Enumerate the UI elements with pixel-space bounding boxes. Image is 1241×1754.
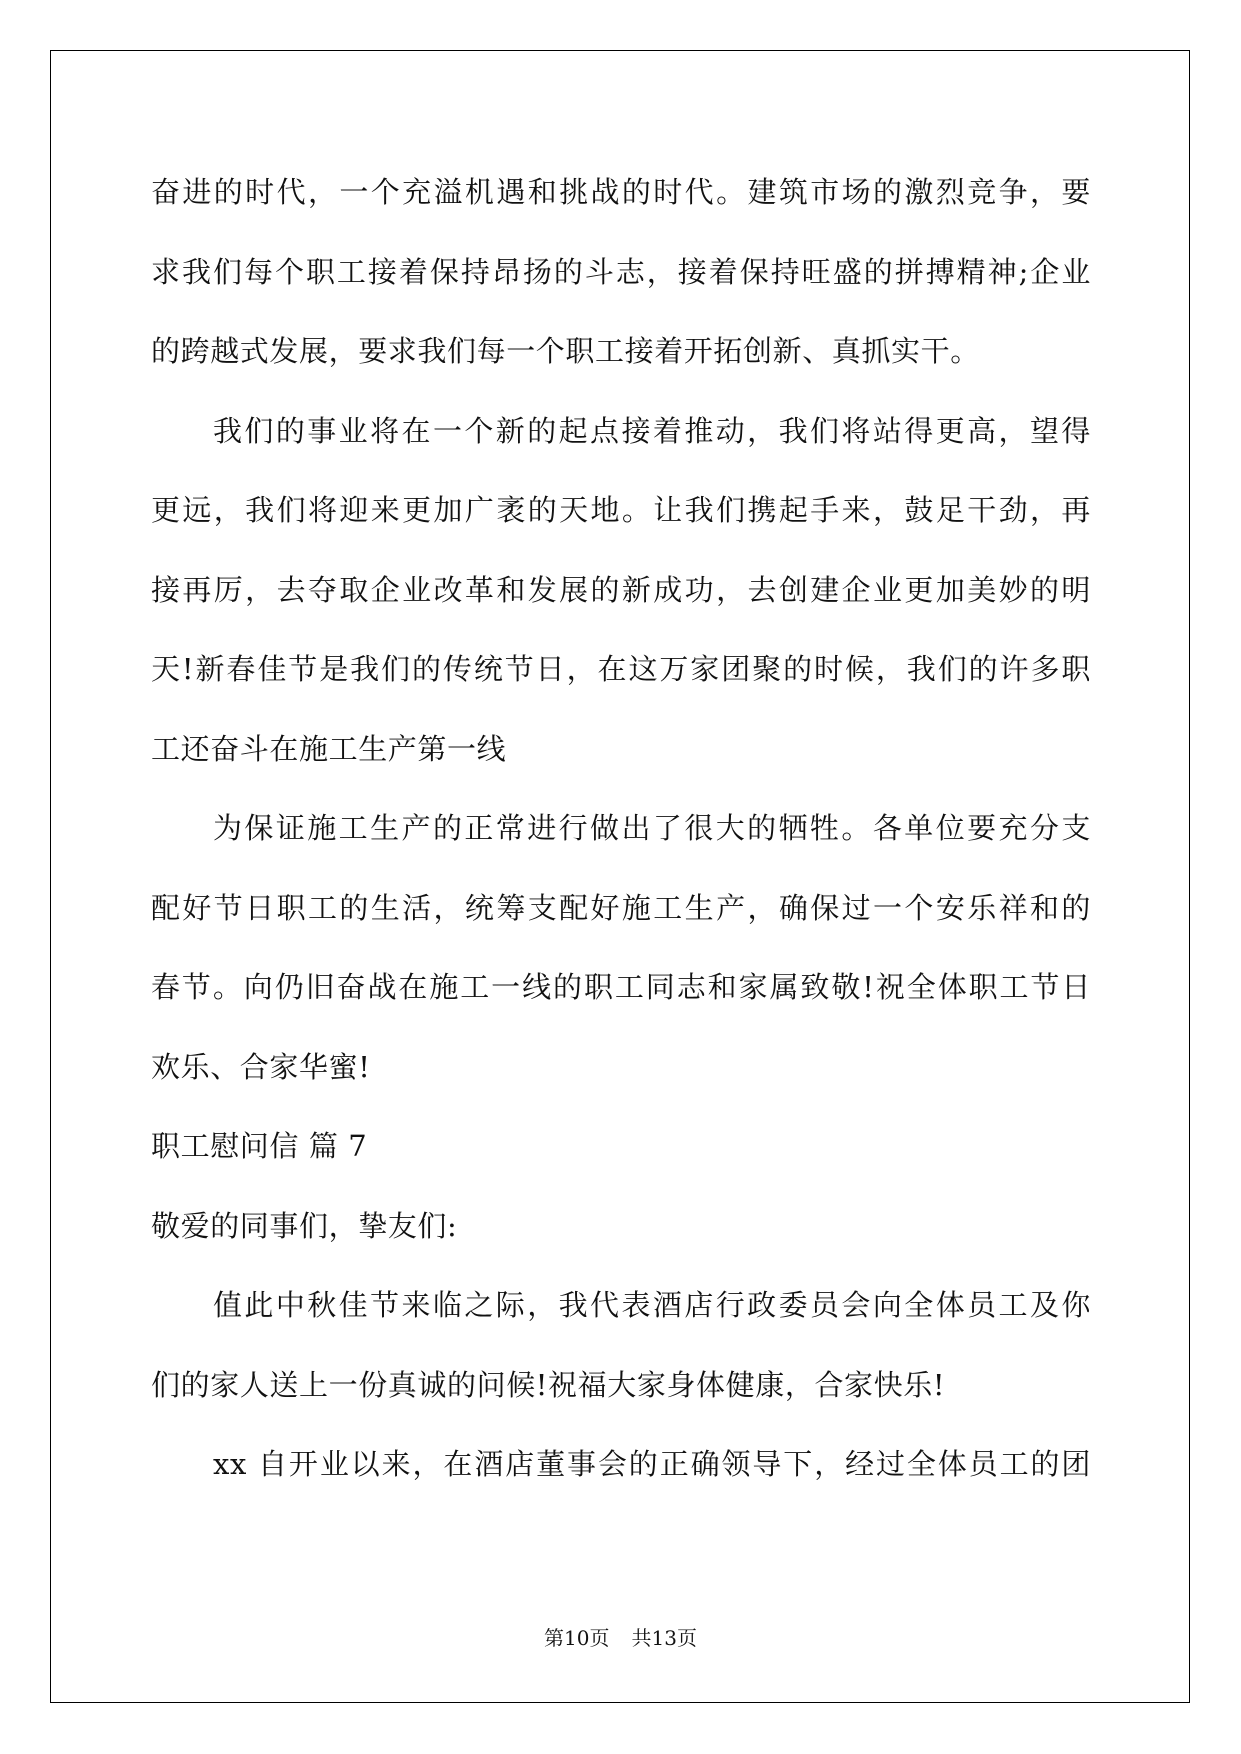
text-line: 天!新春佳节是我们的传统节日，在这万家团聚的时候，我们的许多职 (151, 652, 1091, 686)
text-line: 求我们每个职工接着保持昂扬的斗志，接着保持旺盛的拼搏精神;企业 (151, 254, 1091, 289)
text-line: 们的家人送上一份真诚的问候!祝福大家身体健康，合家快乐! (151, 1367, 946, 1402)
text-line: 配好节日职工的生活，统筹支配好施工生产，确保过一个安乐祥和的 (151, 890, 1091, 925)
text-line: 工还奋斗在施工生产第一线 (151, 731, 507, 766)
text-line: 我们的事业将在一个新的起点接着推动，我们将站得更高，望得 (213, 413, 1091, 448)
text-line: 职工慰问信 篇 7 (151, 1129, 368, 1163)
text-line: 春节。向仍旧奋战在施工一线的职工同志和家属致敬!祝全体职工节日 (151, 970, 1091, 1004)
text-line: 敬爱的同事们，挚友们: (151, 1208, 458, 1243)
page-number-total: 共13页 (631, 1626, 697, 1650)
text-line: 值此中秋佳节来临之际，我代表酒店行政委员会向全体员工及你 (213, 1288, 1091, 1322)
text-line: 接再厉，去夺取企业改革和发展的新成功，去创建企业更加美妙的明 (151, 572, 1091, 607)
text-line: xx 自开业以来，在酒店董事会的正确领导下，经过全体员工的团 (213, 1447, 1091, 1481)
text-line: 的跨越式发展，要求我们每一个职工接着开拓创新、真抓实干。 (151, 334, 980, 368)
text-line: 奋进的时代，一个充溢机遇和挑战的时代。建筑市场的激烈竞争，要 (151, 175, 1091, 209)
text-line: 欢乐、合家华蜜! (151, 1049, 371, 1084)
text-line: 为保证施工生产的正常进行做出了很大的牺牲。各单位要充分支 (213, 811, 1091, 845)
document-body (151, 165, 1091, 1517)
text-line: 更远，我们将迎来更加广袤的天地。让我们携起手来，鼓足干劲，再 (151, 493, 1091, 527)
page-footer (0, 1624, 1241, 1652)
page-number-current: 第10页 (544, 1626, 610, 1650)
